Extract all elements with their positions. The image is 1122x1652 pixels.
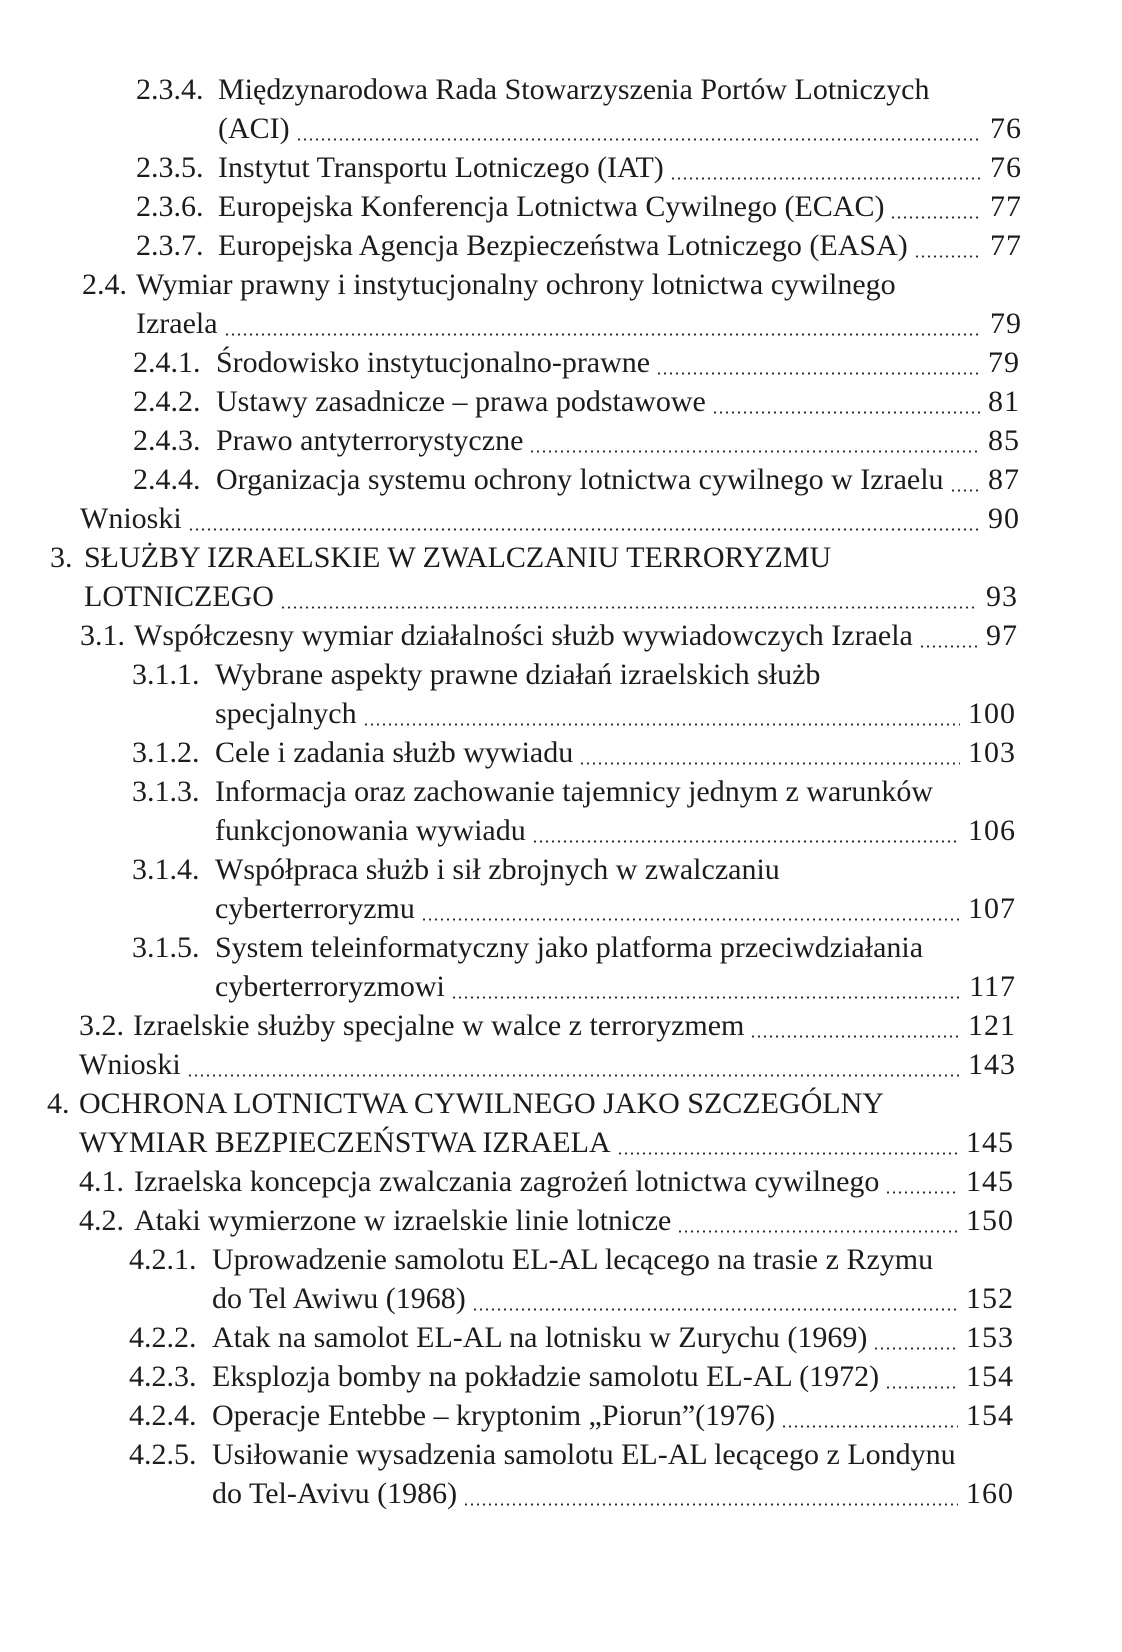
toc-entry-line <box>129 1435 1014 1474</box>
toc-entry-title: Ataki wymierzone w izraelskie linie lotnicze <box>134 1204 672 1237</box>
toc-dot-leader <box>363 723 960 726</box>
toc-entry-page: 87 <box>988 463 1020 496</box>
toc-entry-page: 160 <box>966 1477 1014 1510</box>
toc-entry-number: 2.4.4. <box>133 463 201 496</box>
toc-entry-title: Uprowadzenie samolotu EL-AL lecącego na trasie z Rzymu <box>212 1243 934 1276</box>
toc-entry <box>133 421 1020 460</box>
toc-entry-line <box>136 226 1022 265</box>
toc-entry <box>47 1084 1014 1162</box>
toc-dot-leader <box>950 489 980 492</box>
toc-entry-page: 97 <box>986 619 1018 652</box>
toc-entry-number: 4.2.5. <box>129 1438 197 1471</box>
toc-entry-line <box>132 967 1016 1006</box>
toc-entry <box>133 460 1020 499</box>
toc-entry-page: 90 <box>988 502 1020 535</box>
toc-entry-title: Wnioski <box>79 1048 181 1081</box>
toc-dot-leader <box>188 528 980 531</box>
toc-entry-page: 143 <box>968 1048 1016 1081</box>
toc-entry <box>129 1240 1014 1318</box>
toc-dot-leader <box>677 1230 958 1233</box>
toc-entry <box>136 70 1022 148</box>
toc-entry-line <box>132 889 1016 928</box>
toc-entry-page: 145 <box>966 1165 1014 1198</box>
toc-dot-leader <box>421 918 960 921</box>
toc-entry-page: 77 <box>990 229 1022 262</box>
toc-entry-line <box>79 1162 1014 1201</box>
toc-entry-line <box>132 772 1016 811</box>
toc-entry-title: Izraelskie służby specjalne w walce z terroryzmem <box>133 1009 745 1042</box>
toc-entry-continuation: Izraela <box>136 307 218 340</box>
toc-entry-title: Eksplozja bomby na pokładzie samolotu EL-AL (1972) <box>212 1360 880 1393</box>
toc-entry-continuation: funkcjonowania wywiadu <box>215 814 526 847</box>
toc-entry-number: 2.4. <box>82 268 127 301</box>
toc-entry-number: 3.1.1. <box>132 658 200 691</box>
toc-entry-title: Europejska Agencja Bezpieczeństwa Lotniczego (EASA) <box>218 229 908 262</box>
toc-dot-leader <box>914 255 982 258</box>
toc-entry-title: Wybrane aspekty prawne działań izraelskich służb <box>215 658 821 691</box>
toc-entry-line <box>133 421 1020 460</box>
toc-entry-page: 76 <box>990 112 1022 145</box>
toc-entry-title: SŁUŻBY IZRAELSKIE W ZWALCZANIU TERRORYZMU <box>84 541 832 574</box>
toc-entry-title: Wnioski <box>80 502 182 535</box>
toc-entry-line <box>129 1474 1014 1513</box>
toc-entry-number: 3.1.5. <box>132 931 200 964</box>
toc-entry-continuation: (ACI) <box>218 112 290 145</box>
toc-entry-line <box>132 694 1016 733</box>
toc-entry <box>132 655 1016 733</box>
toc-entry-number: 2.3.4. <box>136 73 204 106</box>
toc-entry <box>79 1045 1016 1084</box>
toc-entry-page: 150 <box>966 1204 1014 1237</box>
toc-entry-page: 153 <box>966 1321 1014 1354</box>
toc-entry <box>132 928 1016 1006</box>
toc-dot-leader <box>617 1152 958 1155</box>
toc-entry-number: 3. <box>50 541 73 574</box>
toc-entry-page: 93 <box>986 580 1018 613</box>
toc-dot-leader <box>712 411 980 414</box>
toc-entry <box>82 265 1022 343</box>
toc-entry-line <box>133 343 1020 382</box>
toc-entry-line <box>129 1396 1014 1435</box>
toc-dot-leader <box>579 762 960 765</box>
toc-entry-continuation: specjalnych <box>215 697 357 730</box>
toc-entry-line <box>80 499 1020 538</box>
toc-entry-line <box>47 1084 1014 1123</box>
toc-entry-title: Współpraca służb i sił zbrojnych w zwalczaniu <box>215 853 780 886</box>
toc-entry-line <box>133 460 1020 499</box>
toc-entry-line <box>132 928 1016 967</box>
toc-entry <box>133 343 1020 382</box>
toc-entry-page: 85 <box>988 424 1020 457</box>
toc-dot-leader <box>750 1035 960 1038</box>
toc-entry <box>136 148 1022 187</box>
toc-entry-page: 79 <box>990 307 1022 340</box>
toc-entry-page: 154 <box>966 1360 1014 1393</box>
toc-entry <box>129 1357 1014 1396</box>
toc-entry-number: 4.2.4. <box>129 1399 197 1432</box>
toc-entry-line <box>79 1006 1016 1045</box>
toc-entry-number: 4.2. <box>79 1204 124 1237</box>
toc-entry-title: Międzynarodowa Rada Stowarzyszenia Portów Lotniczych <box>218 73 930 106</box>
toc-entry-line <box>132 811 1016 850</box>
toc-dot-leader <box>472 1308 958 1311</box>
toc-entry-title: Operacje Entebbe – kryptonim „Piorun”(1976) <box>212 1399 776 1432</box>
toc-entry-title: Wymiar prawny i instytucjonalny ochrony lotnictwa cywilnego <box>136 268 896 301</box>
toc-entry <box>50 538 1018 616</box>
toc-entry <box>80 499 1020 538</box>
toc-entry-page: 121 <box>968 1009 1016 1042</box>
toc-entry-line <box>136 148 1022 187</box>
toc-entry-line <box>129 1279 1014 1318</box>
toc-entry <box>136 187 1022 226</box>
toc-entry-continuation: cyberterroryzmowi <box>215 970 445 1003</box>
toc-entry-line <box>79 1045 1016 1084</box>
toc-entry-line <box>47 1123 1014 1162</box>
toc-entry-page: 152 <box>966 1282 1014 1315</box>
toc-entry-number: 3.1.3. <box>132 775 200 808</box>
toc-entry-title: System teleinformatyczny jako platforma przeciwdziałania <box>215 931 924 964</box>
toc-entry-number: 4.2.2. <box>129 1321 197 1354</box>
toc-entry-line <box>132 733 1016 772</box>
toc-dot-leader <box>463 1503 958 1506</box>
toc-entry-page: 79 <box>988 346 1020 379</box>
toc-dot-leader <box>187 1074 960 1077</box>
toc-entry-title: Informacja oraz zachowanie tajemnicy jednym z warunków <box>215 775 934 808</box>
toc-entry-continuation: WYMIAR BEZPIECZEŃSTWA IZRAELA <box>79 1126 611 1159</box>
toc-entry-line <box>132 850 1016 889</box>
toc-entry <box>129 1318 1014 1357</box>
toc-entry <box>132 772 1016 850</box>
toc-entry-page: 103 <box>968 736 1016 769</box>
toc-entry-line <box>136 70 1022 109</box>
toc-entry-title: Prawo antyterrorystyczne <box>216 424 524 457</box>
toc-dot-leader <box>885 1386 958 1389</box>
toc-dot-leader <box>873 1347 958 1350</box>
toc-entry-line <box>129 1357 1014 1396</box>
toc-entry-line <box>79 1201 1014 1240</box>
toc-entry-line <box>133 382 1020 421</box>
toc-dot-leader <box>919 645 978 648</box>
toc-entry-page: 117 <box>969 970 1016 1003</box>
toc-dot-leader <box>280 606 978 609</box>
toc-entry-line <box>136 187 1022 226</box>
toc-dot-leader <box>890 216 982 219</box>
toc-entry-title: Instytut Transportu Lotniczego (IAT) <box>218 151 664 184</box>
toc-dot-leader <box>532 840 960 843</box>
toc-entry <box>79 1006 1016 1045</box>
toc-entry-number: 2.3.5. <box>136 151 204 184</box>
toc-entry-number: 2.3.7. <box>136 229 204 262</box>
toc-entry-number: 3.2. <box>79 1009 124 1042</box>
toc-entry-page: 154 <box>966 1399 1014 1432</box>
toc-entry <box>79 1162 1014 1201</box>
toc-entry-line <box>50 577 1018 616</box>
toc-entry-line <box>80 616 1018 655</box>
toc-entry-line <box>132 655 1016 694</box>
toc-entry-line <box>82 265 1022 304</box>
toc-dot-leader <box>885 1191 958 1194</box>
toc-entry-page: 100 <box>968 697 1016 730</box>
toc-entry-line <box>50 538 1018 577</box>
toc-entry-page: 81 <box>988 385 1020 418</box>
toc-entry-continuation: do Tel-Avivu (1986) <box>212 1477 458 1510</box>
toc-entry-number: 4.2.3. <box>129 1360 197 1393</box>
toc-entry-continuation: do Tel Awiwu (1968) <box>212 1282 466 1315</box>
toc-entry-number: 2.4.2. <box>133 385 201 418</box>
toc-entry <box>133 382 1020 421</box>
toc-dot-leader <box>224 333 982 336</box>
toc-entry-line <box>129 1318 1014 1357</box>
toc-entry <box>136 226 1022 265</box>
toc-entry-title: Europejska Konferencja Lotnictwa Cywilnego (ECAC) <box>218 190 885 223</box>
toc-dot-leader <box>451 996 961 999</box>
toc-entry <box>80 616 1018 655</box>
toc-entry-continuation: cyberterroryzmu <box>215 892 415 925</box>
toc-dot-leader <box>781 1425 958 1428</box>
toc-entry-number: 3.1. <box>80 619 125 652</box>
toc-entry-title: Organizacja systemu ochrony lotnictwa cywilnego w Izraelu <box>216 463 944 496</box>
toc-entry <box>132 733 1016 772</box>
toc-entry-title: OCHRONA LOTNICTWA CYWILNEGO JAKO SZCZEGÓLNY <box>79 1087 884 1120</box>
toc-entry-page: 76 <box>990 151 1022 184</box>
toc-entry-number: 2.4.3. <box>133 424 201 457</box>
toc-entry-number: 2.3.6. <box>136 190 204 223</box>
toc-entry-title: Ustawy zasadnicze – prawa podstawowe <box>216 385 706 418</box>
toc-entry <box>129 1435 1014 1513</box>
toc-entry-number: 2.4.1. <box>133 346 201 379</box>
toc-entry-title: Środowisko instytucjonalno-prawne <box>216 346 651 379</box>
toc-entry-line <box>136 109 1022 148</box>
toc-entry-number: 4.2.1. <box>129 1243 197 1276</box>
toc-dot-leader <box>529 450 980 453</box>
toc-entry-title: Usiłowanie wysadzenia samolotu EL-AL lecącego z Londynu <box>212 1438 956 1471</box>
toc-entry-line <box>82 304 1022 343</box>
toc-entry <box>132 850 1016 928</box>
toc-entry-title: Izraelska koncepcja zwalczania zagrożeń lotnictwa cywilnego <box>134 1165 880 1198</box>
toc-dot-leader <box>296 138 982 141</box>
toc-dot-leader <box>656 372 980 375</box>
toc-entry-line <box>129 1240 1014 1279</box>
toc-entry-continuation: LOTNICZEGO <box>84 580 274 613</box>
toc-entry-number: 3.1.2. <box>132 736 200 769</box>
toc-entry-number: 3.1.4. <box>132 853 200 886</box>
toc-entry <box>79 1201 1014 1240</box>
toc-entry <box>129 1396 1014 1435</box>
toc-entry-page: 106 <box>968 814 1016 847</box>
toc-entry-title: Atak na samolot EL-AL na lotnisku w Zurychu (1969) <box>212 1321 868 1354</box>
toc-entry-number: 4. <box>47 1087 70 1120</box>
toc-entry-page: 145 <box>966 1126 1014 1159</box>
toc-entry-page: 77 <box>990 190 1022 223</box>
toc-entry-number: 4.1. <box>79 1165 124 1198</box>
toc-dot-leader <box>670 177 982 180</box>
toc-entry-page: 107 <box>968 892 1016 925</box>
toc-entry-title: Cele i zadania służb wywiadu <box>215 736 574 769</box>
toc-entry-title: Współczesny wymiar działalności służb wywiadowczych Izraela <box>134 619 913 652</box>
